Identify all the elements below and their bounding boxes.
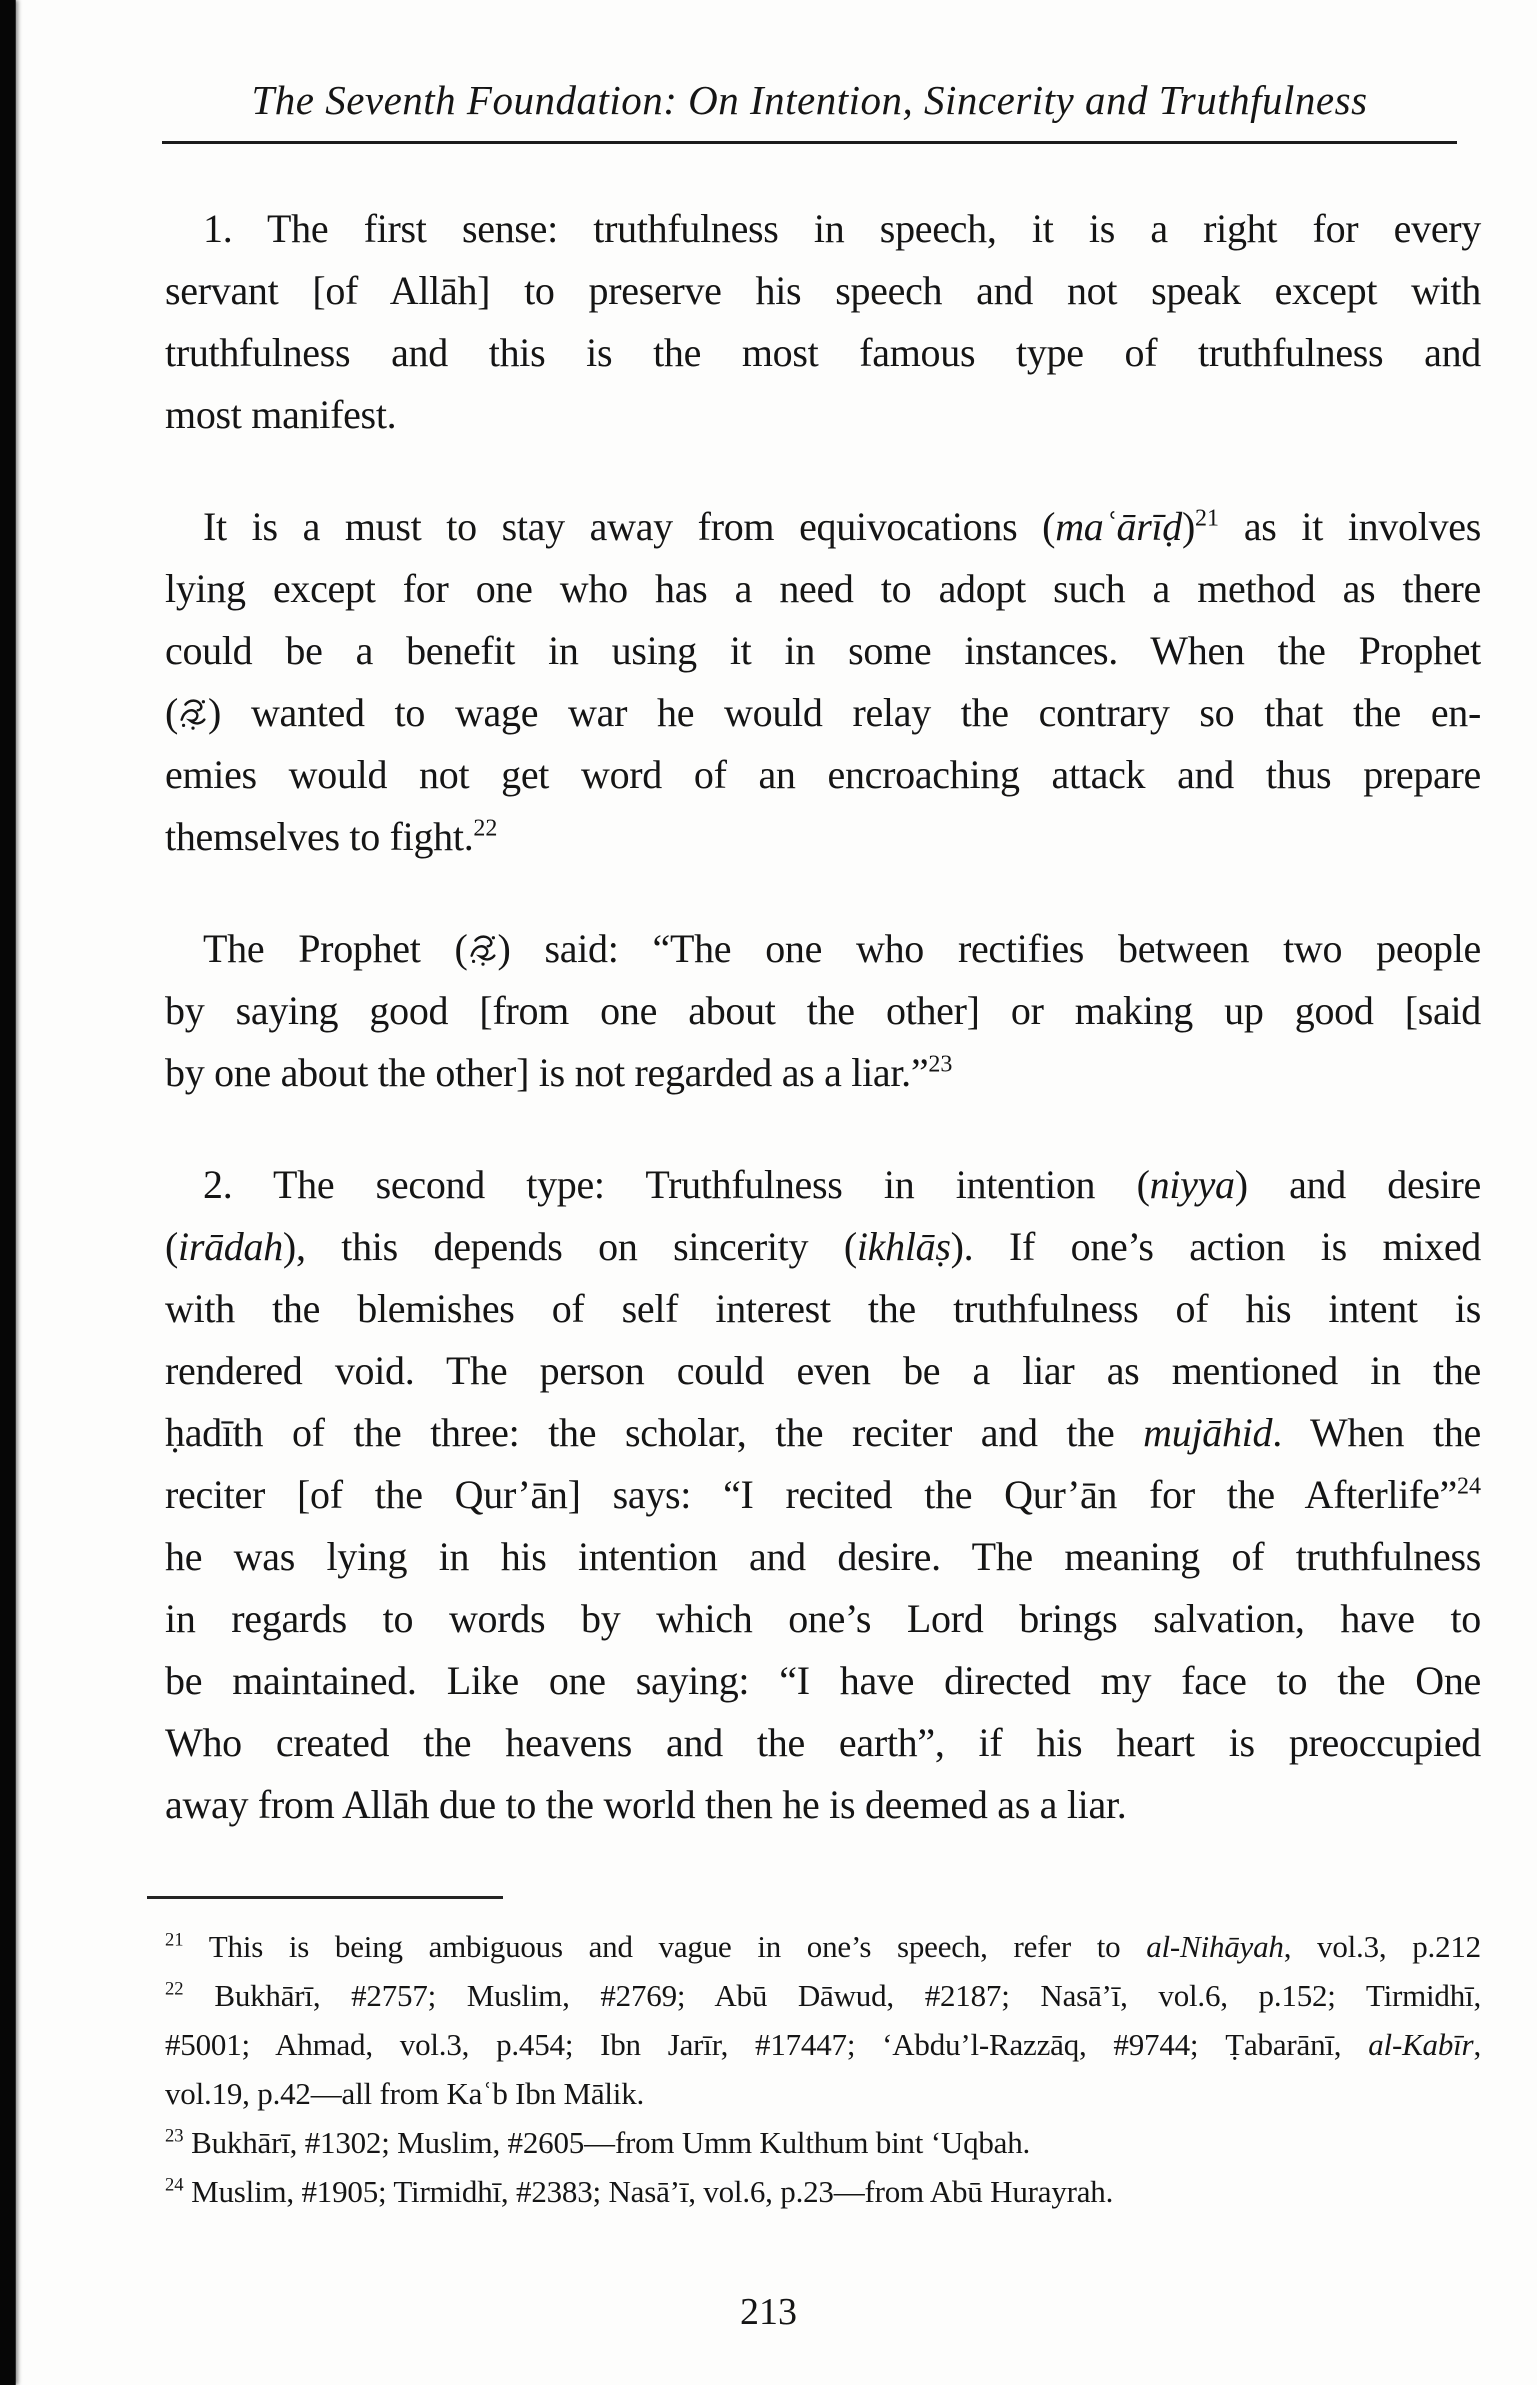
- text-line: (irādah), this depends on sincerity (ikhlāṣ). If one’s action is mixed: [165, 1224, 1481, 1269]
- text-line: be maintained. Like one saying: “I have directed my face to the One: [165, 1658, 1481, 1703]
- text-line: $^{24}$ Muslim, #1905; Tirmidhī, #2383; Nasā’ī, vol.6, p.23—from Abū Hurayrah.: [165, 2174, 1114, 2209]
- page-body: [165, 198, 1481, 1836]
- paragraph: [165, 918, 1481, 1104]
- text-line: by saying good [from one about the other] or making up good [said: [165, 988, 1481, 1033]
- footnote: [165, 1971, 1481, 2118]
- text-line: emies would not get word of an encroaching attack and thus prepare: [165, 752, 1481, 797]
- text-line: reciter [of the Qur’ān] says: “I recited the Qur’ān for the Afterlife”$^{24}$: [165, 1472, 1481, 1517]
- footnote-separator: [147, 1896, 503, 1899]
- text-line: $^{22}$ Bukhārī, #2757; Muslim, #2769; Abū Dāwud, #2187; Nasā’ī, vol.6, p.152; Tirmidhī,: [165, 1978, 1481, 2013]
- text-line: most manifest.: [165, 392, 397, 437]
- text-line: ḥadīth of the three: the scholar, the reciter and the mujāhid. When the: [165, 1410, 1481, 1455]
- text-line: The Prophet ( ) said: “The one who rectifies between two people: [203, 926, 1481, 971]
- text-line: $^{23}$ Bukhārī, #1302; Muslim, #2605—from Umm Kulthum bint ‘Uqbah.: [165, 2125, 1031, 2160]
- text-line: away from Allāh due to the world then he is deemed as a liar.: [165, 1782, 1127, 1827]
- text-line: could be a benefit in using it in some instances. When the Prophet: [165, 628, 1481, 673]
- text-line: ( ) wanted to wage war he would relay the contrary so that the en-: [165, 690, 1481, 735]
- text-line: 2. The second type: Truthfulness in intention (niyya) and desire: [203, 1162, 1481, 1207]
- footnote: [165, 2167, 1481, 2216]
- text-line: rendered void. The person could even be a liar as mentioned in the: [165, 1348, 1481, 1393]
- text-line: themselves to fight.$^{22}$: [165, 814, 498, 859]
- header-rule: [162, 141, 1457, 144]
- footnotes: [165, 1922, 1481, 2216]
- text-line: lying except for one who has a need to adopt such a method as there: [165, 566, 1481, 611]
- text-line: #5001; Ahmad, vol.3, p.454; Ibn Jarīr, #17447; ‘Abdu’l-Razzāq, #9744; Ṭabarānī, al-Kabīr,: [165, 2027, 1481, 2062]
- paragraph: [165, 198, 1481, 446]
- paragraph: [165, 1154, 1481, 1836]
- text-line: he was lying in his intention and desire. The meaning of truthfulness: [165, 1534, 1481, 1579]
- pbuh-calligraphy-icon: [178, 697, 208, 731]
- paragraph: [165, 496, 1481, 868]
- text-line: with the blemishes of self interest the truthfulness of his intent is: [165, 1286, 1481, 1331]
- text-line: Who created the heavens and the earth”, if his heart is preoccupied: [165, 1720, 1481, 1765]
- text-line: $^{21}$ This is being ambiguous and vague in one’s speech, refer to al-Nihāyah, vol.3, p.212: [165, 1929, 1481, 1964]
- footnote: [165, 2118, 1481, 2167]
- text-line: vol.19, p.42—all from Kaʿb Ibn Mālik.: [165, 2076, 645, 2111]
- footnote: [165, 1922, 1481, 1971]
- pbuh-calligraphy-icon: [468, 933, 498, 967]
- page-number: 213: [740, 2291, 797, 2333]
- text-line: servant [of Allāh] to preserve his speech and not speak except with: [165, 268, 1481, 313]
- text-line: in regards to words by which one’s Lord brings salvation, have to: [165, 1596, 1481, 1641]
- text-line: It is a must to stay away from equivocations (maʿārīḍ)$^{21}$ as it involves: [203, 504, 1481, 549]
- running-header-title: The Seventh Foundation: On Intention, Sincerity and Truthfulness: [251, 77, 1368, 123]
- scan-binding-shadow: [0, 0, 15, 2385]
- text-line: by one about the other] is not regarded as a liar.”$^{23}$: [165, 1050, 953, 1095]
- text-line: 1. The first sense: truthfulness in speech, it is a right for every: [203, 206, 1481, 251]
- text-line: truthfulness and this is the most famous type of truthfulness and: [165, 330, 1481, 375]
